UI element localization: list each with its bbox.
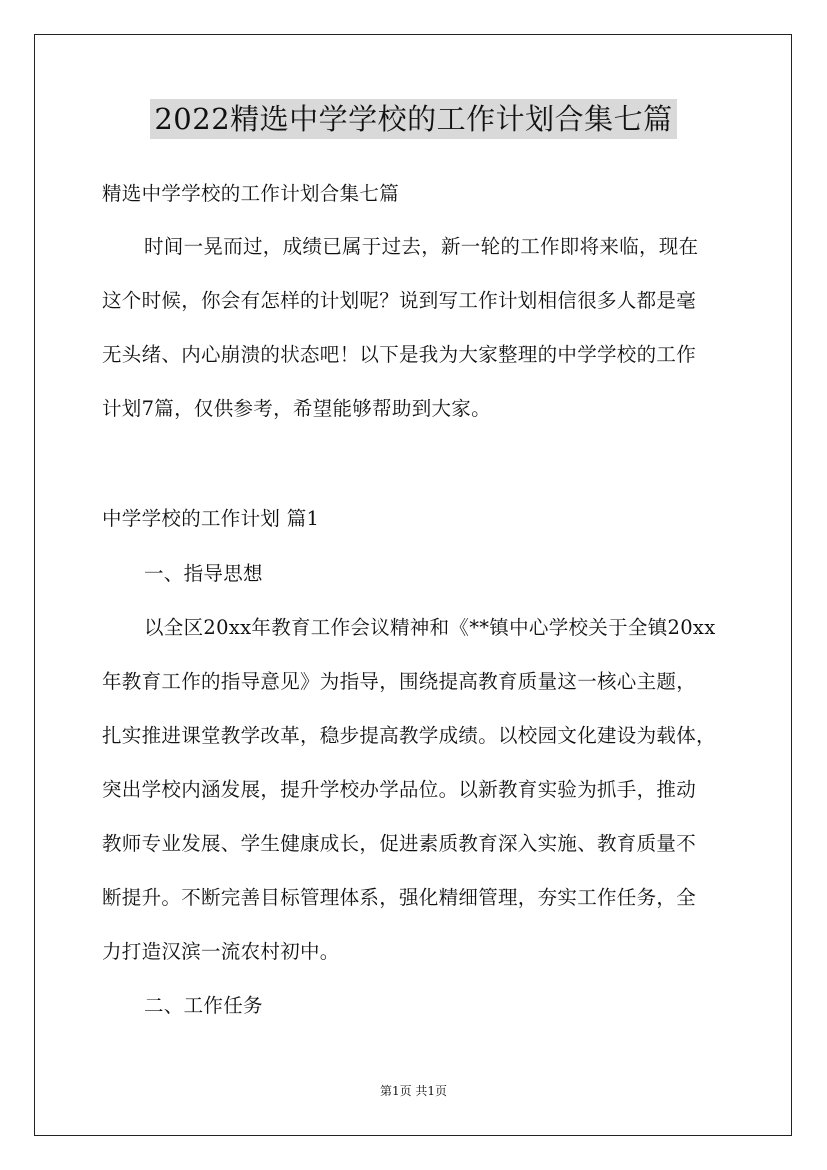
title-container [0,99,827,139]
section-heading: 中学学校的工作计划 篇1 [102,507,320,530]
body-line: 教师专业发展、学生健康成长，促进素质教育深入实施、教育质量不 [102,832,697,855]
document-title: 2022精选中学学校的工作计划合集七篇 [150,99,676,139]
body-line: 力打造汉滨一流农村初中。 [102,940,340,963]
body-line: 年教育工作的指导意见》为指导，围绕提高教育质量这一核心主题， [102,670,697,693]
document-subtitle: 精选中学学校的工作计划合集七篇 [102,182,400,205]
page-footer: 第1页 共1页 [379,1084,448,1098]
part2-heading: 二、工作任务 [144,994,263,1017]
intro-line: 计划7篇，仅供参考，希望能够帮助到大家。 [102,397,491,420]
intro-line: 时间一晃而过，成绩已属于过去，新一轮的工作即将来临，现在 [144,235,699,258]
body-line: 断提升。不断完善目标管理体系，强化精细管理，夯实工作任务，全 [102,886,697,909]
body-line: 突出学校内涵发展，提升学校办学品位。以新教育实验为抓手，推动 [102,778,697,801]
part1-heading: 一、指导思想 [144,562,263,585]
intro-line: 无头绪、内心崩溃的状态吧！以下是我为大家整理的中学学校的工作 [102,343,697,366]
body-line: 以全区20xx年教育工作会议精神和《**镇中心学校关于全镇20xx [144,616,716,639]
body-line: 扎实推进课堂教学改革，稳步提高教学成绩。以校园文化建设为载体， [102,724,716,747]
intro-line: 这个时候，你会有怎样的计划呢？说到写工作计划相信很多人都是毫 [102,289,697,312]
